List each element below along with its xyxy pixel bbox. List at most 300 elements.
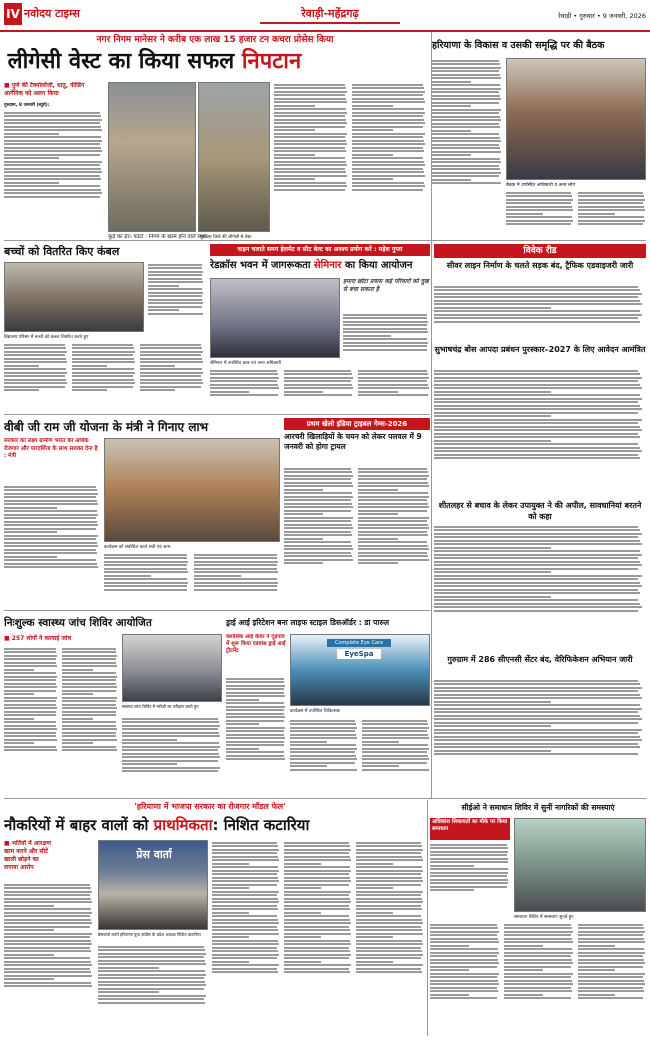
- blanket-col-1: [148, 262, 204, 340]
- text-line: [4, 372, 67, 374]
- text-line: [290, 720, 355, 722]
- text-line: [434, 543, 642, 545]
- text-line: [352, 129, 393, 131]
- text-line: [284, 552, 351, 554]
- masthead: [0, 0, 650, 32]
- text-line: [430, 976, 497, 978]
- text-line: [578, 938, 644, 940]
- text-line: [122, 746, 220, 748]
- text-line: [4, 947, 90, 949]
- text-line: [226, 755, 284, 757]
- text-line: [432, 161, 501, 163]
- text-line: [274, 136, 345, 138]
- text-line: [358, 499, 427, 501]
- text-line: [226, 741, 284, 743]
- text-line: [430, 889, 474, 891]
- text-line: [4, 651, 56, 653]
- text-line: [284, 555, 352, 557]
- cio-sub: अधिकांश शिकायतों का मौके पर किया समाधान: [430, 818, 510, 840]
- text-line: [356, 887, 393, 889]
- text-line: [274, 115, 345, 117]
- vbg-col-3: [194, 552, 280, 608]
- text-line: [358, 377, 429, 379]
- text-line: [212, 891, 279, 893]
- text-line: [284, 468, 351, 470]
- text-line: [356, 933, 423, 935]
- text-line: [343, 331, 428, 333]
- text-line: [212, 884, 277, 886]
- text-line: [226, 695, 285, 697]
- text-line: [274, 143, 347, 145]
- text-line: [284, 947, 349, 949]
- text-line: [434, 547, 551, 549]
- naukri-headline: नौकरियों में बाहर वालों को प्राथमिकता: निशित कटारिया: [4, 816, 310, 834]
- text-line: [290, 727, 357, 729]
- text-line: [434, 687, 642, 689]
- text-line: [4, 351, 67, 353]
- text-line: [430, 868, 508, 870]
- text-line: [4, 943, 92, 945]
- text-line: [4, 721, 56, 723]
- text-line: [432, 165, 499, 167]
- text-line: [362, 741, 399, 743]
- lead-caption-1: कूड़े का ढ़ेर। फोटो : निगम के खत्म होने वाले स्थल: [108, 234, 207, 240]
- text-line: [284, 891, 351, 893]
- text-line: [430, 875, 507, 877]
- text-line: [358, 534, 428, 536]
- text-line: [434, 585, 642, 587]
- text-line: [434, 370, 638, 372]
- text-line: [434, 606, 642, 608]
- text-line: [148, 281, 203, 283]
- lead-dateline: गुरुग्राम, 8 जनवरी (ब्यूरो):: [4, 103, 50, 108]
- text-line: [104, 568, 187, 570]
- text-line: [4, 503, 98, 505]
- text-line: [434, 589, 638, 591]
- text-line: [98, 977, 204, 979]
- text-line: [434, 736, 640, 738]
- text-line: [226, 758, 285, 760]
- text-line: [434, 310, 640, 312]
- text-line: [352, 178, 393, 180]
- text-line: [362, 720, 427, 722]
- text-line: [358, 562, 398, 564]
- text-line: [434, 725, 551, 727]
- text-line: [274, 126, 345, 128]
- text-line: [432, 102, 499, 104]
- text-line: [210, 380, 277, 382]
- text-line: [578, 941, 645, 943]
- text-line: [578, 931, 645, 933]
- text-line: [343, 328, 427, 330]
- text-line: [432, 91, 499, 93]
- text-line: [4, 528, 96, 530]
- text-line: [122, 756, 220, 758]
- naukri-bullet-4: लगाया आरोप: [4, 864, 34, 871]
- text-line: [434, 701, 551, 703]
- text-line: [430, 948, 498, 950]
- text-line: [434, 387, 642, 389]
- text-line: [352, 94, 423, 96]
- text-line: [284, 870, 351, 872]
- text-line: [434, 300, 640, 302]
- text-line: [4, 122, 100, 124]
- text-line: [432, 84, 500, 86]
- text-line: [358, 559, 429, 561]
- text-line: [212, 912, 249, 914]
- text-line: [434, 582, 640, 584]
- text-line: [284, 506, 353, 508]
- text-line: [62, 672, 116, 674]
- text-line: [352, 140, 424, 142]
- text-line: [274, 157, 345, 159]
- text-line: [284, 968, 349, 970]
- lead-photo-1: [108, 82, 196, 232]
- text-line: [226, 744, 284, 746]
- text-line: [194, 585, 277, 587]
- text-line: [434, 533, 642, 535]
- divider-4: [4, 798, 646, 799]
- text-line: [226, 720, 284, 722]
- text-line: [356, 891, 423, 893]
- text-line: [434, 540, 640, 542]
- text-line: [62, 679, 116, 681]
- text-line: [148, 309, 179, 311]
- text-line: [504, 934, 571, 936]
- text-line: [578, 955, 643, 957]
- text-line: [226, 685, 285, 687]
- text-line: [430, 959, 498, 961]
- text-line: [212, 971, 278, 973]
- text-line: [4, 563, 97, 565]
- text-line: [284, 859, 351, 861]
- text-line: [212, 961, 249, 963]
- text-line: [4, 126, 101, 128]
- text-line: [434, 419, 642, 421]
- text-line: [352, 115, 423, 117]
- text-line: [4, 507, 57, 509]
- text-line: [504, 938, 572, 940]
- text-line: [194, 564, 277, 566]
- text-line: [434, 412, 638, 414]
- text-line: [432, 151, 501, 153]
- text-line: [290, 734, 356, 736]
- text-line: [284, 496, 353, 498]
- text-line: [104, 561, 188, 563]
- text-line: [362, 734, 428, 736]
- text-line: [4, 894, 90, 896]
- text-line: [274, 164, 347, 166]
- text-line: [578, 927, 644, 929]
- text-line: [432, 123, 499, 125]
- text-line: [212, 898, 278, 900]
- text-line: [578, 997, 643, 999]
- text-line: [358, 548, 429, 550]
- text-line: [284, 475, 353, 477]
- text-line: [194, 554, 277, 556]
- text-line: [362, 744, 428, 746]
- text-line: [212, 908, 278, 910]
- text-line: [432, 182, 501, 184]
- tribal-banner: प्रथम खेलो इंडिया ट्राइबल गेम्स-2026: [284, 418, 430, 430]
- text-line: [4, 556, 57, 558]
- text-line: [212, 856, 278, 858]
- haryana-col-2: [506, 190, 574, 240]
- text-line: [4, 168, 101, 170]
- text-line: [434, 690, 638, 692]
- text-line: [290, 737, 357, 739]
- text-line: [4, 746, 56, 748]
- text-line: [358, 555, 428, 557]
- vertical-divider-cio: [427, 800, 428, 1036]
- text-line: [430, 955, 497, 957]
- text-line: [434, 454, 638, 456]
- vbg-photo: [104, 438, 280, 542]
- text-line: [148, 271, 203, 273]
- eye-banner-text: Complete Eye Care: [327, 639, 391, 647]
- text-line: [432, 81, 471, 83]
- text-line: [4, 115, 101, 117]
- text-line: [148, 285, 179, 287]
- text-line: [434, 739, 642, 741]
- text-line: [4, 566, 98, 568]
- seminar-headline: रेडक्रॉस भवन में जागरूकता सेमिनार का किया आयोजन: [210, 260, 413, 271]
- text-line: [434, 401, 638, 403]
- text-line: [62, 655, 117, 657]
- text-line: [274, 119, 346, 121]
- text-line: [104, 554, 187, 556]
- text-line: [226, 734, 284, 736]
- text-line: [432, 77, 501, 79]
- text-line: [212, 940, 278, 942]
- text-line: [432, 60, 499, 62]
- text-line: [356, 968, 421, 970]
- text-line: [343, 338, 427, 340]
- text-line: [432, 109, 501, 111]
- text-line: [358, 387, 429, 389]
- text-line: [432, 175, 499, 177]
- haryana-col-1: [432, 58, 502, 238]
- naukri-board-text: प्रेस वार्ता: [136, 848, 172, 861]
- text-line: [4, 922, 92, 924]
- text-line: [274, 98, 346, 100]
- text-line: [98, 995, 206, 997]
- text-line: [578, 966, 643, 968]
- text-line: [356, 845, 422, 847]
- text-line: [274, 168, 345, 170]
- text-line: [578, 948, 644, 950]
- text-line: [578, 994, 615, 996]
- text-line: [506, 206, 572, 208]
- text-line: [274, 175, 347, 177]
- seminar-col-4: [358, 368, 430, 412]
- text-line: [356, 877, 422, 879]
- text-line: [356, 884, 421, 886]
- text-line: [140, 389, 175, 391]
- text-line: [432, 126, 500, 128]
- text-line: [358, 527, 429, 529]
- text-line: [210, 391, 249, 393]
- text-line: [72, 354, 133, 356]
- text-line: [284, 531, 351, 533]
- text-line: [578, 216, 644, 218]
- text-line: [578, 924, 643, 926]
- text-line: [194, 571, 278, 573]
- text-line: [4, 119, 102, 121]
- text-line: [98, 991, 159, 993]
- text-line: [4, 538, 96, 540]
- text-line: [358, 482, 428, 484]
- blanket-col-3: [72, 342, 136, 412]
- text-line: [4, 891, 92, 893]
- text-line: [356, 866, 422, 868]
- text-line: [434, 578, 638, 580]
- text-line: [356, 943, 423, 945]
- text-line: [356, 971, 422, 973]
- vivek-col-1: [434, 284, 646, 342]
- text-line: [504, 941, 573, 943]
- text-line: [578, 969, 615, 971]
- vbg-caption: कार्यक्रम को संबोधित करते मंत्री एवं अन्य: [104, 545, 171, 550]
- text-line: [358, 538, 398, 540]
- text-line: [504, 966, 571, 968]
- text-line: [430, 879, 508, 881]
- text-line: [4, 386, 65, 388]
- text-line: [343, 342, 428, 344]
- text-line: [284, 866, 350, 868]
- seminar-col-3: [284, 368, 354, 412]
- text-line: [284, 391, 323, 393]
- text-line: [4, 192, 102, 194]
- text-line: [4, 182, 59, 184]
- text-line: [578, 202, 643, 204]
- text-line: [358, 489, 398, 491]
- text-line: [284, 370, 351, 372]
- text-line: [4, 496, 96, 498]
- text-line: [98, 974, 206, 976]
- text-line: [284, 961, 321, 963]
- text-line: [432, 70, 499, 72]
- text-line: [274, 101, 347, 103]
- cio-caption: समाधान शिविर में समस्याएं सुनते हुए: [514, 915, 574, 920]
- text-line: [358, 373, 428, 375]
- text-line: [430, 990, 498, 992]
- text-line: [578, 990, 644, 992]
- text-line: [212, 922, 279, 924]
- text-line: [4, 379, 66, 381]
- text-line: [284, 559, 353, 561]
- haryana-headline: हरियाणा के विकास व उसकी समृद्धि पर की बैठक: [432, 40, 605, 51]
- text-line: [504, 969, 543, 971]
- text-line: [358, 394, 428, 396]
- text-line: [226, 737, 285, 739]
- health-sub: ■ 257 लोगों ने करवाई जांच: [4, 635, 72, 642]
- text-line: [226, 692, 284, 694]
- text-line: [284, 384, 352, 386]
- health-col-2: [62, 646, 118, 796]
- text-line: [358, 531, 427, 533]
- text-line: [212, 859, 279, 861]
- lead-kicker: नगर निगम मानेसर ने करीब एक लाख 15 हजार टन कचरा प्रोसेस किया: [96, 35, 334, 45]
- text-line: [4, 171, 102, 173]
- text-line: [98, 998, 204, 1000]
- text-line: [4, 683, 56, 685]
- text-line: [352, 126, 423, 128]
- text-line: [4, 517, 96, 519]
- naukri-bullet-1: भर्तियों में आरक्षण: [11, 840, 51, 847]
- text-line: [356, 849, 423, 851]
- text-line: [434, 718, 642, 720]
- text-line: [356, 940, 422, 942]
- text-line: [274, 178, 315, 180]
- health-col-3: [122, 716, 222, 796]
- text-line: [430, 844, 507, 846]
- text-line: [122, 760, 218, 762]
- text-line: [62, 728, 117, 730]
- text-line: [62, 662, 116, 664]
- text-line: [284, 919, 350, 921]
- brand-logo: नवोदय टाइम्स: [24, 7, 80, 20]
- text-line: [362, 748, 429, 750]
- text-line: [434, 457, 640, 459]
- text-line: [284, 478, 351, 480]
- text-line: [72, 382, 135, 384]
- seminar-col-1: [343, 312, 430, 368]
- text-line: [98, 967, 159, 969]
- vertical-divider-right: [431, 32, 432, 798]
- text-line: [4, 164, 100, 166]
- text-line: [122, 732, 219, 734]
- text-line: [290, 741, 327, 743]
- text-line: [504, 931, 573, 933]
- text-line: [274, 129, 315, 131]
- text-line: [212, 919, 278, 921]
- text-line: [210, 394, 278, 396]
- text-line: [284, 905, 349, 907]
- vbg-col-2: [104, 552, 190, 608]
- text-line: [434, 596, 551, 598]
- text-line: [104, 575, 151, 577]
- text-line: [212, 877, 278, 879]
- text-line: [284, 933, 351, 935]
- text-line: [434, 708, 642, 710]
- text-line: [4, 961, 91, 963]
- vivek-col-2: [434, 368, 646, 498]
- naukri-bullets: ■ भर्तियों में आरक्षण खत्म करने और सीटें खाली छोड़ने का लगाया आरोप: [4, 840, 51, 871]
- text-line: [434, 398, 642, 400]
- text-line: [434, 373, 640, 375]
- text-line: [122, 725, 220, 727]
- text-line: [434, 694, 640, 696]
- eye-col-3: [362, 718, 430, 796]
- text-line: [504, 980, 572, 982]
- text-line: [62, 746, 116, 748]
- text-line: [104, 585, 187, 587]
- text-line: [432, 147, 500, 149]
- text-line: [504, 945, 543, 947]
- text-line: [4, 510, 97, 512]
- text-line: [4, 535, 98, 537]
- seminar-banner: वाहन चलाते समय हेलमेट व सीट बेल्ट का अवश्य प्रयोग करें : महेश गुप्ता: [210, 244, 430, 256]
- text-line: [148, 274, 202, 276]
- text-line: [504, 973, 573, 975]
- text-line: [122, 767, 220, 769]
- text-line: [104, 578, 187, 580]
- text-line: [62, 686, 117, 688]
- text-line: [434, 405, 640, 407]
- text-line: [4, 147, 101, 149]
- text-line: [284, 926, 349, 928]
